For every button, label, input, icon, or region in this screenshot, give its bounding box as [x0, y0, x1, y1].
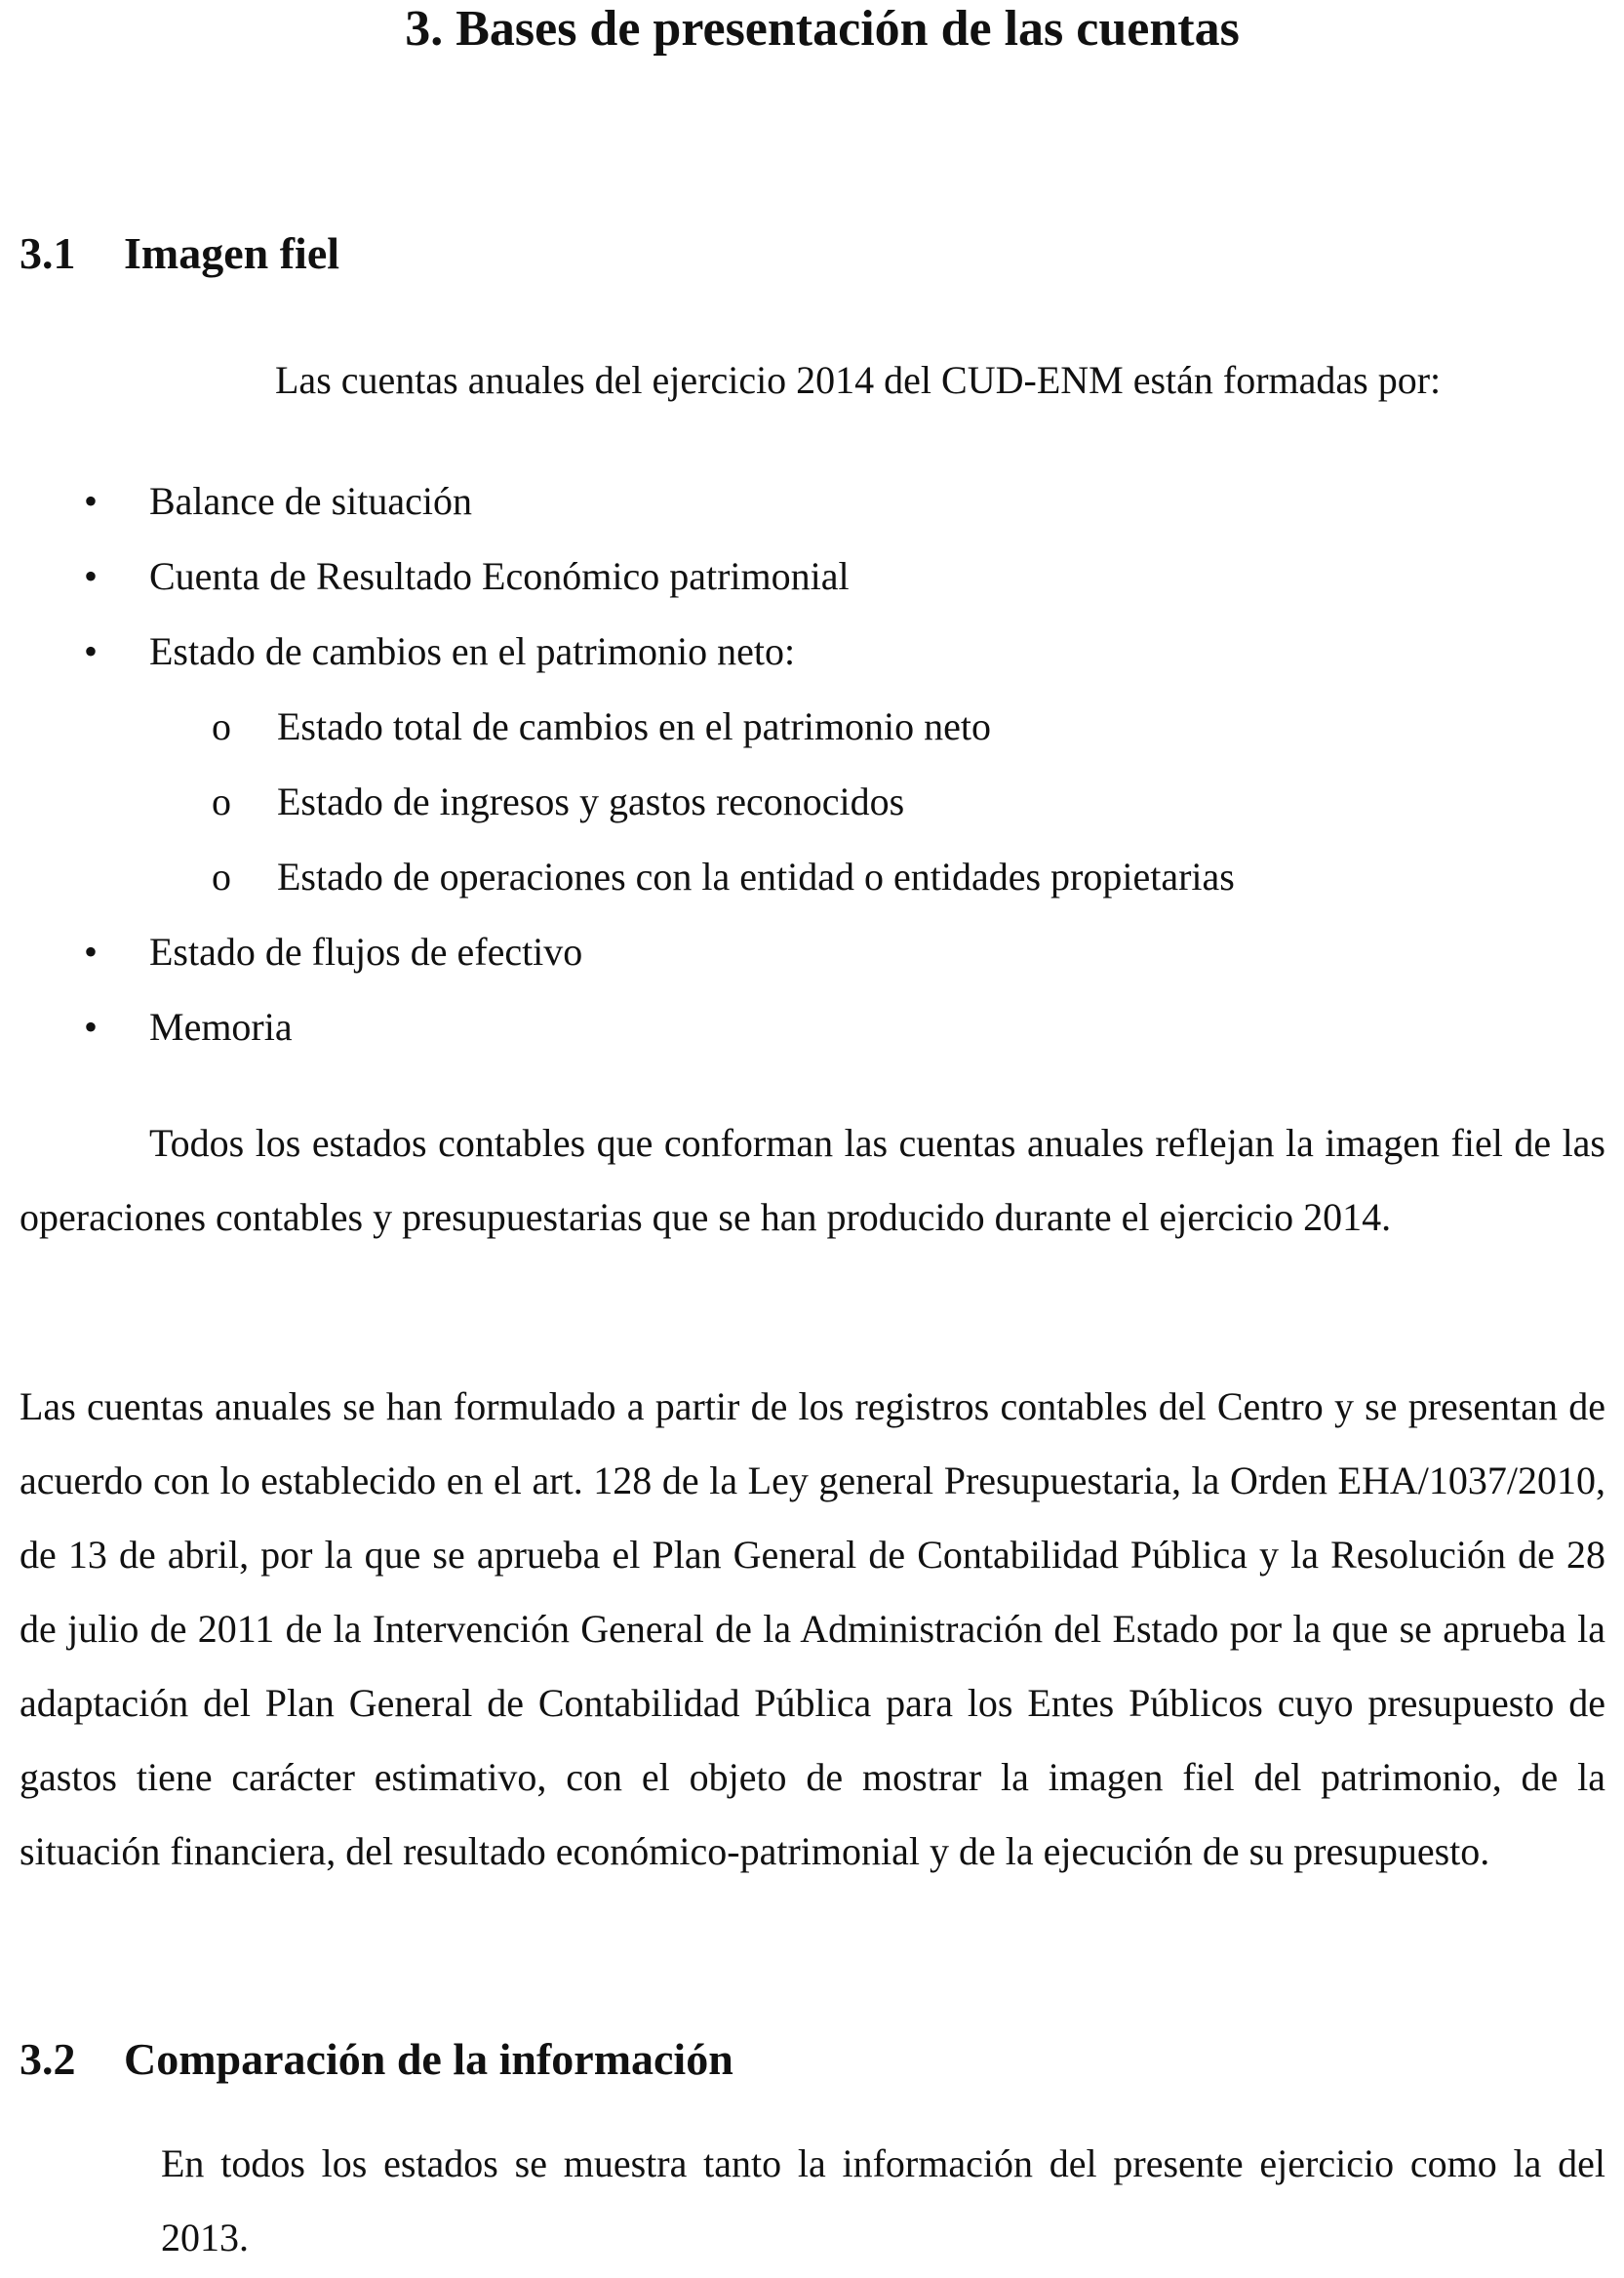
list-item-text: Estado de operaciones con la entidad o entidades propietarias [277, 855, 1235, 899]
bullet-marker: o [212, 779, 231, 823]
list-item-text: Estado total de cambios en el patrimonio neto [277, 704, 992, 748]
paragraph-formulacion: Las cuentas anuales se han formulado a partir de los registros contables del Centro y se presentan de acuerdo con lo establecido en el art. 128 de la Ley general Presupuestaria, la Orden EHA/1037/2010, de 13 de abril, por la que se aprueba el Plan General de Contabilidad Pública y la Resolución de 28 de julio de 2011 de la Intervención General de la Administración del Estado por la que se aprueba la adaptación del Plan General de Contabilidad Pública para los Entes Públicos cuyo presupuesto de gastos tiene carácter estimativo, con el objeto de mostrar la imagen fiel del patrimonio, de la situación financiera, del resultado económico-patrimonial y de la ejecución de su presupuesto. [20, 1384, 1605, 1873]
bullet-marker: o [212, 704, 231, 748]
section-number: 3.2 [20, 2034, 76, 2084]
list-item-text: Estado de cambios en el patrimonio neto: [149, 629, 796, 673]
section-heading-3-1 [20, 226, 339, 281]
list-item-text: Memoria [149, 1005, 293, 1049]
list-item-text: Estado de ingresos y gastos reconocidos [277, 779, 905, 823]
sub-list-item [20, 764, 1605, 839]
paragraph-imagen-fiel: Todos los estados contables que conforman las cuentas anuales reflejan la imagen fiel de las operaciones contables y presupuestarias que se han producido durante el ejercicio 2014. [20, 1121, 1605, 1239]
section-heading-3-2 [20, 2032, 733, 2087]
list-item [20, 539, 1605, 614]
section-number: 3.1 [20, 228, 76, 278]
list-item [20, 463, 1605, 539]
bullet-marker: o [212, 855, 231, 899]
paragraph-comparacion: En todos los estados se muestra tanto la información del presente ejercicio como la del 2013. [161, 2141, 1605, 2259]
section-title: Imagen fiel [124, 228, 340, 278]
bullet-marker: • [84, 554, 99, 598]
list-item-text: Balance de situación [149, 479, 472, 523]
list-item [20, 989, 1605, 1064]
list-item [20, 914, 1605, 989]
section-title: Comparación de la información [124, 2034, 733, 2084]
bullet-marker: • [84, 930, 99, 974]
list-item-text: Cuenta de Resultado Económico patrimonial [149, 554, 850, 598]
chapter-title: 3. Bases de presentación de las cuentas [405, 1, 1240, 57]
bullet-marker: • [84, 629, 99, 673]
list-item [20, 614, 1605, 689]
sub-list-item [20, 839, 1605, 914]
bullet-marker: • [84, 1005, 99, 1049]
bullet-marker: • [84, 479, 99, 523]
list-item-text: Estado de flujos de efectivo [149, 930, 583, 974]
sub-list-item [20, 689, 1605, 764]
section-intro: Las cuentas anuales del ejercicio 2014 del CUD-ENM están formadas por: [275, 358, 1442, 402]
statements-list [20, 463, 1605, 1064]
